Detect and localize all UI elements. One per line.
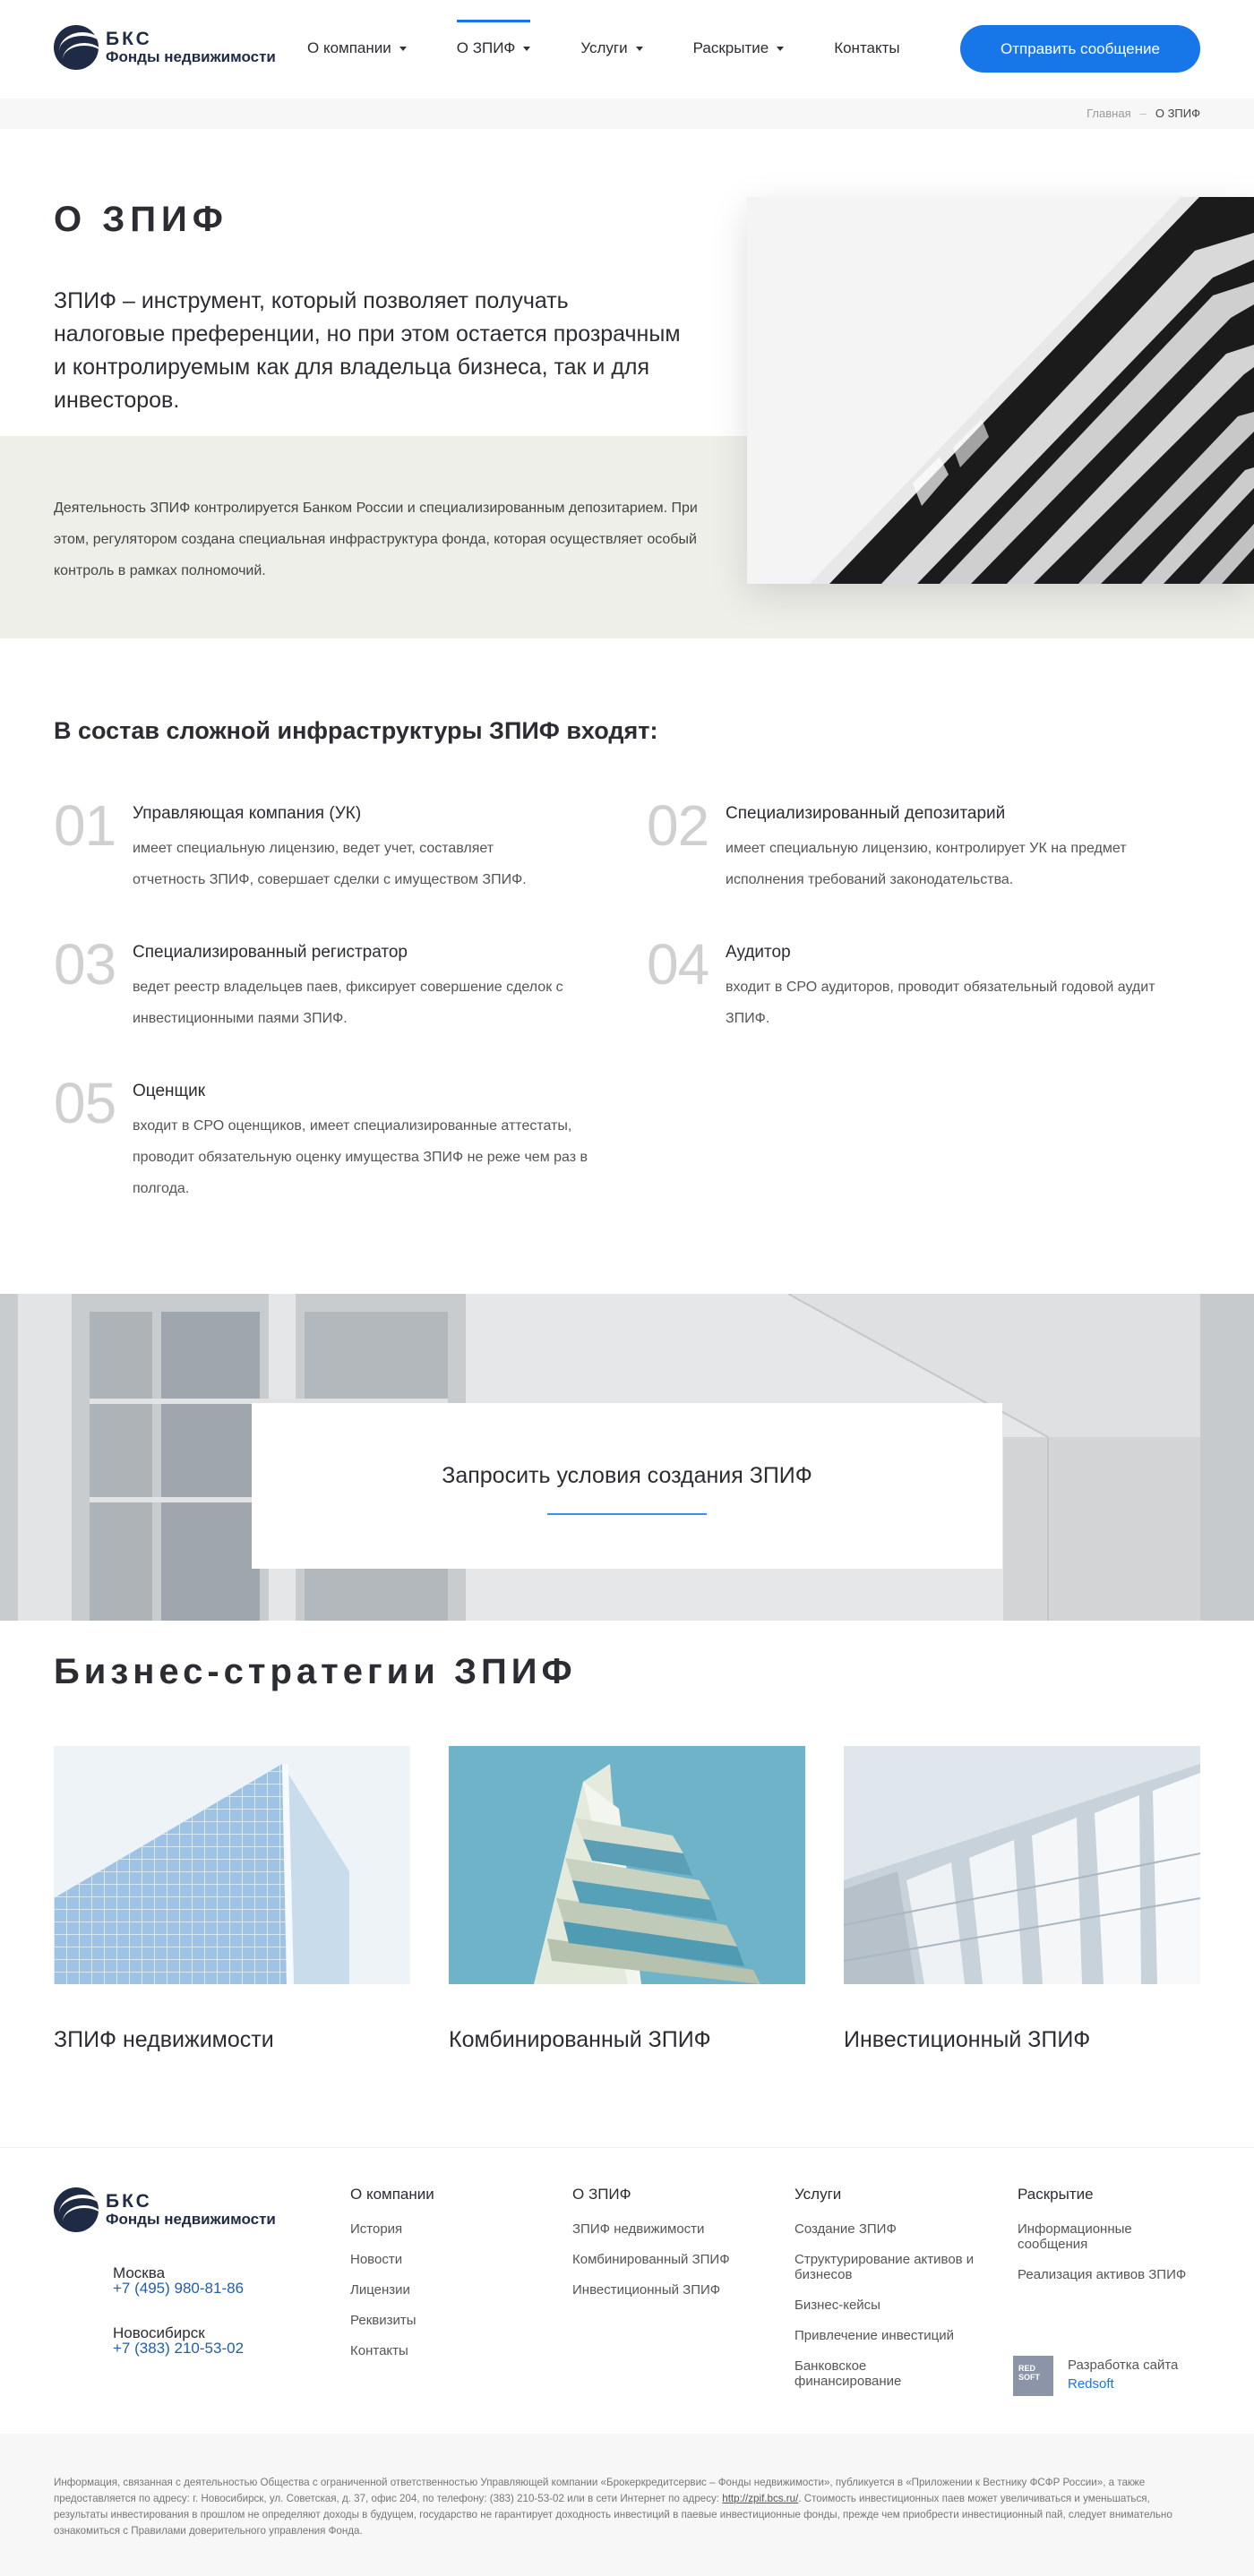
send-message-button[interactable]: Отправить сообщение xyxy=(960,25,1200,73)
nav-label: Раскрытие xyxy=(692,39,769,56)
footer-col-title[interactable]: Услуги xyxy=(794,2186,842,2203)
request-conditions-link[interactable]: Запросить условия создания ЗПИФ xyxy=(442,1463,812,1488)
footer-link[interactable]: История xyxy=(350,2221,403,2237)
infra-desc: ведет реестр владельцев паев, фиксирует совершение сделок с инвестиционными паями ЗПИФ. xyxy=(133,980,563,1026)
infra-number: 04 xyxy=(647,932,709,997)
nav-item-about-zpif[interactable] xyxy=(457,0,531,98)
logo-globe-icon xyxy=(54,2187,99,2232)
footer-col-title[interactable]: О компании xyxy=(350,2186,434,2203)
hero-note: Деятельность ЗПИФ контролируется Банком России и специализированным депозитарием. При этом, регулятором создана специальная инфраструктура фонда, которая осуществляет особый контроль в рамках полномочий. xyxy=(54,501,698,578)
legal-part2: . Стоимость инвестиционных паев может увеличиваться и уменьшаться, результаты инвестирования в прошлом не определяют доходы в будущем, государство не гарантирует доходность инвестиций в паевые инвестиционные фонды, прежде чем приобрести инвестиционный пай, следует внимательно ознакомиться с Правилами доверительного управления Фонда. xyxy=(54,2493,1172,2537)
hero-building-image xyxy=(747,197,1254,584)
request-band xyxy=(0,1294,1254,1621)
contact-city: Москва xyxy=(113,2264,166,2281)
breadcrumb xyxy=(1087,107,1200,120)
footer-col-title[interactable]: О ЗПИФ xyxy=(572,2186,631,2203)
caret-down-icon xyxy=(523,47,530,51)
request-conditions-card[interactable] xyxy=(252,1403,1002,1569)
footer-col-title[interactable]: Раскрытие xyxy=(1018,2186,1094,2203)
footer-link[interactable]: ЗПИФ недвижимости xyxy=(572,2221,705,2237)
breadcrumb-home[interactable]: Главная xyxy=(1087,107,1131,120)
nav-label: О компании xyxy=(307,39,391,56)
footer-logo[interactable] xyxy=(54,2187,276,2232)
legal-site-link[interactable]: http://zpif.bcs.ru/ xyxy=(722,2493,799,2504)
white-facade-illustration xyxy=(844,1746,1200,1984)
infra-name: Аудитор xyxy=(726,943,791,962)
hero-building-illustration xyxy=(747,197,1254,584)
strategy-card-real-estate[interactable] xyxy=(54,1746,410,2053)
infra-item xyxy=(647,932,1184,1070)
infra-name: Специализированный регистратор xyxy=(133,943,408,962)
contact-city: Новосибирск xyxy=(113,2324,205,2341)
contact-phone[interactable]: +7 (495) 980-81-86 xyxy=(113,2280,245,2297)
developer-link[interactable]: Redsoft xyxy=(1068,2376,1114,2392)
strategy-image xyxy=(54,1746,410,1984)
footer-link[interactable]: Привлечение инвестиций xyxy=(794,2328,954,2343)
footer-col-services xyxy=(794,2186,992,2404)
logo-line2: Фонды недвижимости xyxy=(106,2211,276,2229)
infra-name: Оценщик xyxy=(133,1082,206,1100)
footer-link[interactable]: Реализация активов ЗПИФ xyxy=(1018,2267,1187,2282)
footer-link[interactable]: Создание ЗПИФ xyxy=(794,2221,897,2237)
strategy-card-investment[interactable] xyxy=(844,1746,1200,2053)
developer-line1: Разработка сайта xyxy=(1068,2358,1179,2373)
logo-text xyxy=(106,30,276,65)
infra-item xyxy=(54,793,591,931)
strategy-image xyxy=(844,1746,1200,1984)
nav-label: Контакты xyxy=(834,39,900,56)
footer-link[interactable]: Банковское финансирование xyxy=(794,2358,902,2389)
legal-part1: Информация, связанная с деятельностью Общества с ограниченной ответственностью Управляющей компании «Брокеркредитсервис – Фонды недвижимости», публикуется в «Приложении к Вестнику ФСФР России», а также предоставляется по адресу: г. Новосибирск, ул. Советская, д. 37, офис 204, по телефону: (383) 210-53-02 или в сети Интернет по адресу: xyxy=(54,2477,1146,2504)
footer-link[interactable]: Контакты xyxy=(350,2343,408,2358)
infra-desc: имеет специальную лицензию, ведет учет, составляет отчетность ЗПИФ, совершает сделки с имуществом ЗПИФ. xyxy=(133,841,527,887)
nav-item-disclosure[interactable] xyxy=(693,0,785,98)
legal-section xyxy=(0,2434,1254,2576)
logo[interactable] xyxy=(54,25,276,70)
infra-item xyxy=(54,1071,591,1245)
strategy-label[interactable]: ЗПИФ недвижимости xyxy=(54,2027,274,2052)
infra-name: Специализированный депозитарий xyxy=(726,804,1006,823)
nav-item-services[interactable] xyxy=(580,0,642,98)
legal-text xyxy=(54,2475,1200,2539)
infra-number: 05 xyxy=(54,1071,116,1135)
developer-credit xyxy=(1013,2356,1178,2396)
footer-link[interactable]: Структурирование активов и бизнесов xyxy=(794,2252,975,2282)
strategy-label[interactable]: Комбинированный ЗПИФ xyxy=(449,2027,711,2052)
site-header xyxy=(0,0,1254,98)
infra-desc: входит в СРО аудиторов, проводит обязательный годовой аудит ЗПИФ. xyxy=(726,980,1155,1026)
hero-lead: ЗПИФ – инструмент, который позволяет получать налоговые преференции, но при этом остается прозрачным и контролируемым как для владельца бизнеса, так и для инвесторов. xyxy=(54,288,681,413)
breadcrumb-current: О ЗПИФ xyxy=(1155,107,1200,120)
infrastructure-title: В состав сложной инфраструктуры ЗПИФ входят: xyxy=(54,717,658,744)
infra-number: 03 xyxy=(54,932,116,997)
page-title: О ЗПИФ xyxy=(54,200,228,239)
footer-link[interactable]: Информационные сообщения xyxy=(1018,2221,1132,2252)
infra-item xyxy=(54,932,591,1070)
logo-line2: Фонды недвижимости xyxy=(106,48,276,66)
footer-link[interactable]: Новости xyxy=(350,2252,403,2267)
nav-item-about-company[interactable] xyxy=(307,0,407,98)
strategy-card-combined[interactable] xyxy=(449,1746,805,2053)
caret-down-icon xyxy=(777,47,784,51)
main-nav xyxy=(307,0,950,98)
infra-number: 01 xyxy=(54,793,116,858)
infra-desc: имеет специальную лицензию, контролирует УК на предмет исполнения требований законодательства. xyxy=(726,841,1127,887)
nav-label: Услуги xyxy=(580,39,628,56)
footer-link[interactable]: Комбинированный ЗПИФ xyxy=(572,2252,730,2267)
balcony-building-illustration xyxy=(449,1746,805,1984)
contact-phone[interactable]: +7 (383) 210-53-02 xyxy=(113,2340,245,2357)
footer-link[interactable]: Реквизиты xyxy=(350,2313,417,2328)
nav-label: О ЗПИФ xyxy=(456,39,516,56)
breadcrumb-bar xyxy=(0,98,1254,129)
developer-text xyxy=(1068,2356,1178,2393)
breadcrumb-separator: – xyxy=(1139,107,1147,120)
strategies-title: Бизнес-стратегии ЗПИФ xyxy=(54,1652,577,1691)
logo-line1: БКС xyxy=(106,29,152,50)
logo-line1: БКС xyxy=(106,2191,152,2212)
footer-divider xyxy=(0,2147,1254,2148)
footer-col-disclosure xyxy=(1018,2186,1206,2298)
caret-down-icon xyxy=(636,47,643,51)
infra-name: Управляющая компания (УК) xyxy=(133,804,362,823)
request-underline xyxy=(547,1513,707,1515)
glass-building-illustration xyxy=(54,1746,410,1984)
logo-globe-icon xyxy=(54,25,99,70)
infra-number: 02 xyxy=(647,793,709,858)
strategy-image xyxy=(449,1746,805,1984)
infra-desc: входит в СРО оценщиков, имеет специализированные аттестаты, проводит обязательную оценку имущества ЗПИФ не реже чем раз в полгода. xyxy=(133,1118,588,1196)
footer-col-zpif xyxy=(572,2186,769,2313)
footer-link[interactable]: Лицензии xyxy=(350,2282,410,2298)
caret-down-icon xyxy=(399,47,407,51)
logo-text xyxy=(106,2192,276,2228)
strategy-label[interactable]: Инвестиционный ЗПИФ xyxy=(844,2027,1091,2052)
infra-item xyxy=(647,793,1184,931)
footer-link[interactable]: Бизнес-кейсы xyxy=(794,2298,880,2313)
nav-item-contacts[interactable] xyxy=(834,0,899,98)
footer-col-company xyxy=(350,2186,529,2374)
redsoft-logo[interactable]: RED SOFT xyxy=(1013,2356,1053,2396)
footer-link[interactable]: Инвестиционный ЗПИФ xyxy=(572,2282,721,2298)
